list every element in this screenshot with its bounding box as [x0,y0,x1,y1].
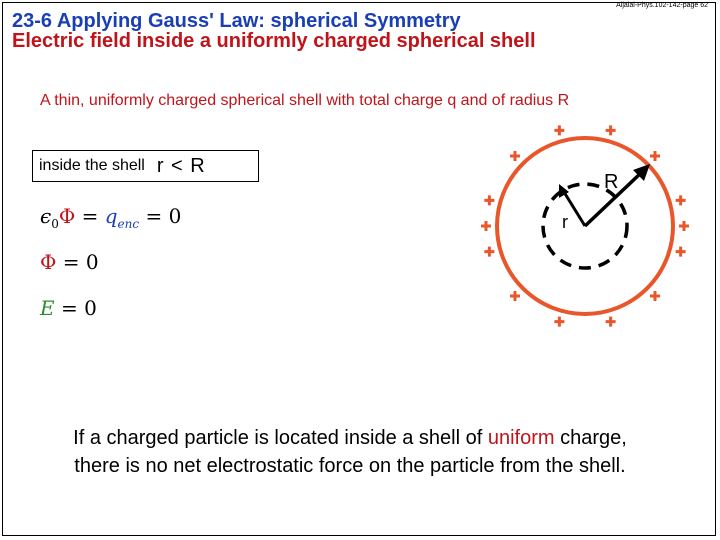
label-r: r [562,212,568,232]
shell-description: A thin, uniformly charged spherical shell with total charge q and of radius R [40,92,570,109]
zero-value: 0 [84,296,97,320]
epsilon-symbol: ϵ [40,204,52,228]
equals-sign: = [81,204,99,228]
plus-charge-marker [510,291,520,301]
equation-flux-zero [40,250,99,274]
conclusion-part1: If a charged particle is located inside a shell of [73,427,488,449]
equals-sign: = [145,204,163,228]
conclusion-part2: charge, there is no net electrostatic force on the particle from the shell. [74,427,627,477]
label-R: R [604,171,619,193]
credit-text: Aljalal-Phys.102-142-page 62 [616,2,708,9]
charge-symbol: q [104,204,118,228]
equals-sign: = [60,296,78,320]
plus-charge-marker [650,151,660,161]
plus-charge-marker [650,291,660,301]
field-symbol: E [40,296,55,320]
plus-charge-marker [679,221,689,231]
equation-gauss-law [40,204,181,231]
equation-field-zero [40,296,97,320]
plus-charge-marker [510,151,520,161]
epsilon-subscript: 0 [51,217,59,231]
flux-symbol: Φ [40,250,57,274]
condition-label: inside the shell [39,157,145,174]
conclusion-text [50,424,650,480]
spherical-shell-diagram [470,120,700,340]
plus-charge-marker [554,125,564,135]
equals-sign: = [62,250,80,274]
charge-subscript: enc [117,217,140,231]
slide-subtitle: Electric field inside a uniformly charged spherical shell [12,30,536,52]
plus-charge-marker [484,247,494,257]
zero-value: 0 [85,250,99,274]
plus-charge-marker [676,247,686,257]
plus-charge-marker [484,195,494,205]
plus-charge-marker [606,125,616,135]
plus-charge-marker [554,317,564,327]
condition-relation: r < R [156,154,206,177]
plus-charge-marker [676,195,686,205]
condition-box [32,150,259,182]
zero-value: 0 [168,204,182,228]
flux-symbol: Φ [58,204,76,228]
slide-title: 23-6 Applying Gauss' Law: spherical Symmetry [12,10,461,32]
plus-charge-marker [481,221,491,231]
plus-charge-marker [606,317,616,327]
conclusion-highlight: uniform [487,427,555,449]
